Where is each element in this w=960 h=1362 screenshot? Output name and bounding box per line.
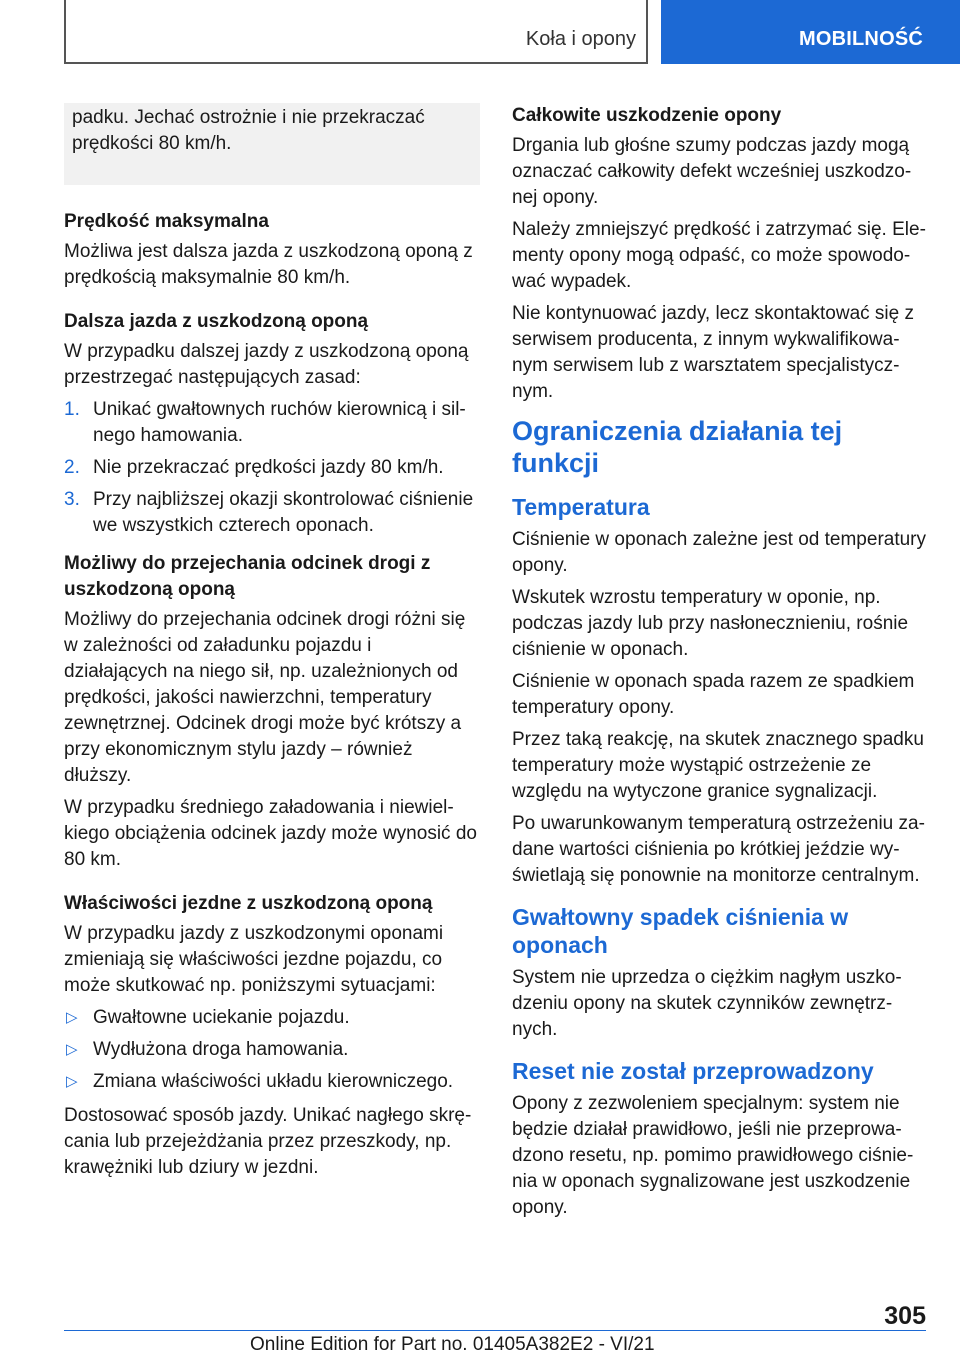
step-text: Unikać gwałtownych ruchów kierownicą i silnego hamowania. (93, 399, 466, 446)
step-number: 1. (64, 399, 80, 420)
continue-steps (64, 397, 480, 539)
note-text: padku. Jechać ostrożnie i nie przekraczać prędkości 80 km/h. (72, 107, 425, 154)
triangle-bullet-icon: ▷ (66, 1073, 78, 1090)
sudden-drop-p1: System nie uprzedza o ciężkim nagłym uszkodzeniu opony na skutek czynników zewnętrznych. (512, 967, 902, 1040)
section-title: Koła i opony (525, 28, 636, 50)
distance-p2: W przypadku średniego załadowania i niewielkiego obciążenia odcinek jazdy może wynosić do 80 km. (64, 797, 477, 870)
chapter-tab[interactable] (661, 0, 960, 64)
continue-heading: Dalsza jazda z uszkodzoną oponą (64, 311, 369, 332)
handling-bullets (64, 1005, 480, 1095)
list-item (64, 1037, 480, 1063)
total-damage-heading: Całkowite uszkodzenie opony (512, 105, 782, 126)
triangle-bullet-icon: ▷ (66, 1009, 78, 1026)
temperature-heading: Temperatura (512, 494, 650, 520)
temperature-p5: Po uwarunkowanym temperaturą ostrzeżeniu zadane wartości ciśnienia po krótkiej jeździe wyświetlają się ponownie na monitorze centralnym. (512, 813, 925, 886)
bullet-text: Zmiana właściwości układu kierowniczego. (93, 1071, 454, 1092)
reset-heading: Reset nie został przeprowadzony (512, 1058, 874, 1084)
handling-heading: Właściwości jezdne z uszkodzoną oponą (64, 893, 433, 914)
list-item (64, 1005, 480, 1031)
total-damage-p3: Nie kontynuować jazdy, lecz skontaktować się z serwisem producenta, z innym wykwalifikowanym serwisem lub z warsztatem specjalistycznym. (512, 303, 914, 402)
step-text: Nie przekraczać prędkości jazdy 80 km/h. (93, 457, 444, 478)
distance-p1: Możliwy do przejechania odcinek drogi różni się w zależności od załadunku pojazdu i działających na niego sił, np. uzależnionych od prędkości, jakości nawierzchni, temperatury zewnętrznej. Odcinek drogi może być krótszy a przy ekonomicznym stylu jazdy – również dłuższy. (64, 609, 466, 786)
sudden-drop-heading: Gwałtowny spadek ciśnienia w oponach (512, 904, 849, 958)
list-item (64, 1069, 480, 1095)
total-damage-p1: Drgania lub głośne szumy podczas jazdy mogą oznaczać całkowity defekt wcześniej uszkodzonej opony. (512, 135, 912, 208)
triangle-bullet-icon: ▷ (66, 1041, 78, 1058)
list-item (64, 397, 480, 449)
max-speed-heading: Prędkość maksymalna (64, 211, 269, 232)
footer-divider (64, 1330, 926, 1331)
step-number: 3. (64, 489, 80, 510)
list-item (64, 455, 480, 481)
temperature-p4: Przez taką reakcję, na skutek znacznego spadku temperatury może wystąpić ostrzeżenie ze względu na wytyczone granice sygnalizacji. (512, 729, 924, 802)
page-number: 305 (884, 1302, 926, 1330)
reset-p1: Opony z zezwoleniem specjalnym: system nie będzie działał prawidłowo, jeśli nie przeprowadzono resetu, np. pomimo prawidłowego ciśnienia w oponach sygnalizowane jest uszkodzenie opony. (512, 1093, 914, 1218)
distance-heading: Możliwy do przejechania odcinek drogi z uszkodzoną oponą (64, 553, 431, 600)
max-speed-text: Możliwa jest dalsza jazda z uszkodzoną oponą z prędkością maksymalnie 80 km/h. (64, 241, 473, 288)
temperature-p1: Ciśnienie w oponach zależne jest od temperatury opony. (512, 529, 927, 576)
left-column (64, 103, 480, 1187)
footer-edition: Online Edition for Part no. 01405A382E2 - VI/21 (250, 1334, 655, 1355)
right-column (512, 103, 928, 1227)
limits-heading: Ograniczenia działania tej funkcji (512, 416, 843, 478)
handling-outro: Dostosować sposób jazdy. Unikać nagłego skręcania lub przejeżdżania przez przeszkody, np. krawężniki lub dziury w jezdni. (64, 1105, 472, 1178)
temperature-p2: Wskutek wzrostu temperatury w oponie, np. podczas jazdy lub przy nasłonecznieniu, rośnie ciśnienie w oponach. (512, 587, 909, 660)
temperature-p3: Ciśnienie w oponach spada razem ze spadkiem temperatury opony. (512, 671, 915, 718)
total-damage-p2: Należy zmniejszyć prędkość i zatrzymać się. Elementy opony mogą odpaść, co może spowodować wypadek. (512, 219, 926, 292)
list-item (64, 487, 480, 539)
handling-intro: W przypadku jazdy z uszkodzonymi oponami zmieniają się właściwości jezdne pojazdu, co może skutkować np. poniższymi sytuacjami: (64, 923, 444, 996)
note-box (64, 103, 480, 185)
bullet-text: Wydłużona droga hamowania. (93, 1039, 349, 1060)
bullet-text: Gwałtowne uciekanie pojazdu. (93, 1007, 350, 1028)
step-number: 2. (64, 457, 80, 478)
chapter-tab-label: MOBILNOŚĆ (799, 28, 924, 50)
continue-intro: W przypadku dalszej jazdy z uszkodzoną oponą przestrzegać następujących zasad: (64, 341, 469, 388)
step-text: Przy najbliższej okazji skontrolować ciśnienie we wszystkich czterech oponach. (93, 489, 474, 536)
